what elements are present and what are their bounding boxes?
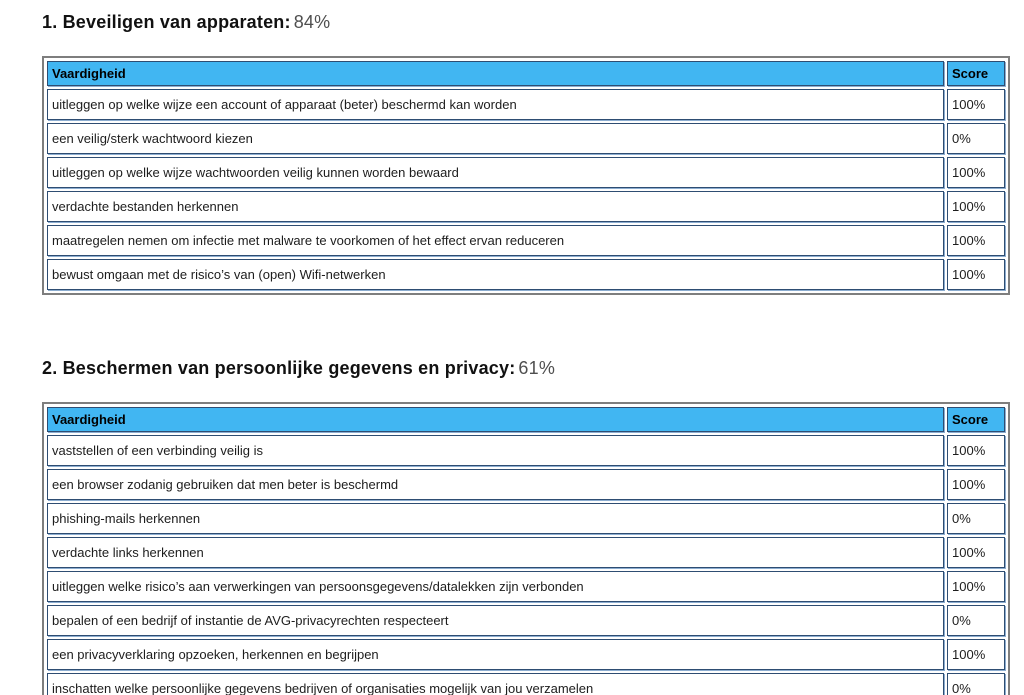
table-row	[47, 157, 1005, 188]
column-header-score: Score	[947, 61, 1005, 86]
score-cell: 100%	[947, 191, 1005, 222]
score-cell: 100%	[947, 571, 1005, 602]
skill-cell: een veilig/sterk wachtwoord kiezen	[47, 123, 944, 154]
table-row	[47, 259, 1005, 290]
score-cell: 0%	[947, 673, 1005, 695]
skill-cell: phishing-mails herkennen	[47, 503, 944, 534]
score-cell: 0%	[947, 605, 1005, 636]
score-cell: 0%	[947, 123, 1005, 154]
table-row	[47, 673, 1005, 695]
skill-cell: uitleggen op welke wijze wachtwoorden veilig kunnen worden bewaard	[47, 157, 944, 188]
score-cell: 100%	[947, 259, 1005, 290]
score-cell: 0%	[947, 503, 1005, 534]
skill-cell: vaststellen of een verbinding veilig is	[47, 435, 944, 466]
score-cell: 100%	[947, 537, 1005, 568]
table-row	[47, 191, 1005, 222]
column-header-vaardigheid: Vaardigheid	[47, 61, 944, 86]
section-2-title	[42, 357, 1010, 379]
table-row	[47, 571, 1005, 602]
skill-cell: inschatten welke persoonlijke gegevens bedrijven of organisaties mogelijk van jou verzamelen	[47, 673, 944, 695]
score-cell: 100%	[947, 639, 1005, 670]
section-1-title	[42, 11, 1010, 33]
skill-cell: verdachte links herkennen	[47, 537, 944, 568]
table-row	[47, 123, 1005, 154]
table-2-header-row	[47, 407, 1005, 432]
skills-table-2	[42, 402, 1010, 695]
table-row	[47, 225, 1005, 256]
table-row	[47, 469, 1005, 500]
score-cell: 100%	[947, 435, 1005, 466]
section-beveiligen-van-apparaten	[42, 11, 1010, 295]
table-row	[47, 503, 1005, 534]
table-row	[47, 89, 1005, 120]
column-header-vaardigheid: Vaardigheid	[47, 407, 944, 432]
section-beschermen-persoonlijke-gegevens-privacy	[42, 357, 1010, 695]
table-row	[47, 639, 1005, 670]
table-row	[47, 537, 1005, 568]
skill-cell: een browser zodanig gebruiken dat men beter is beschermd	[47, 469, 944, 500]
section-1-score: 84%	[293, 12, 331, 32]
skill-cell: uitleggen welke risico’s aan verwerkingen van persoonsgegevens/datalekken zijn verbonden	[47, 571, 944, 602]
skill-cell: verdachte bestanden herkennen	[47, 191, 944, 222]
skills-table-1	[42, 56, 1010, 295]
section-1-title-label: 1. Beveiligen van apparaten:	[42, 12, 291, 32]
section-2-score: 61%	[518, 358, 556, 378]
section-2-title-label: 2. Beschermen van persoonlijke gegevens en privacy:	[42, 358, 516, 378]
score-cell: 100%	[947, 225, 1005, 256]
table-row	[47, 605, 1005, 636]
skill-cell: een privacyverklaring opzoeken, herkennen en begrijpen	[47, 639, 944, 670]
skill-cell: bepalen of een bedrijf of instantie de AVG-privacyrechten respecteert	[47, 605, 944, 636]
column-header-score: Score	[947, 407, 1005, 432]
table-row	[47, 435, 1005, 466]
score-cell: 100%	[947, 157, 1005, 188]
skill-cell: uitleggen op welke wijze een account of apparaat (beter) beschermd kan worden	[47, 89, 944, 120]
skill-cell: maatregelen nemen om infectie met malware te voorkomen of het effect ervan reduceren	[47, 225, 944, 256]
skill-cell: bewust omgaan met de risico’s van (open) Wifi-netwerken	[47, 259, 944, 290]
table-1-header-row	[47, 61, 1005, 86]
score-cell: 100%	[947, 469, 1005, 500]
score-cell: 100%	[947, 89, 1005, 120]
